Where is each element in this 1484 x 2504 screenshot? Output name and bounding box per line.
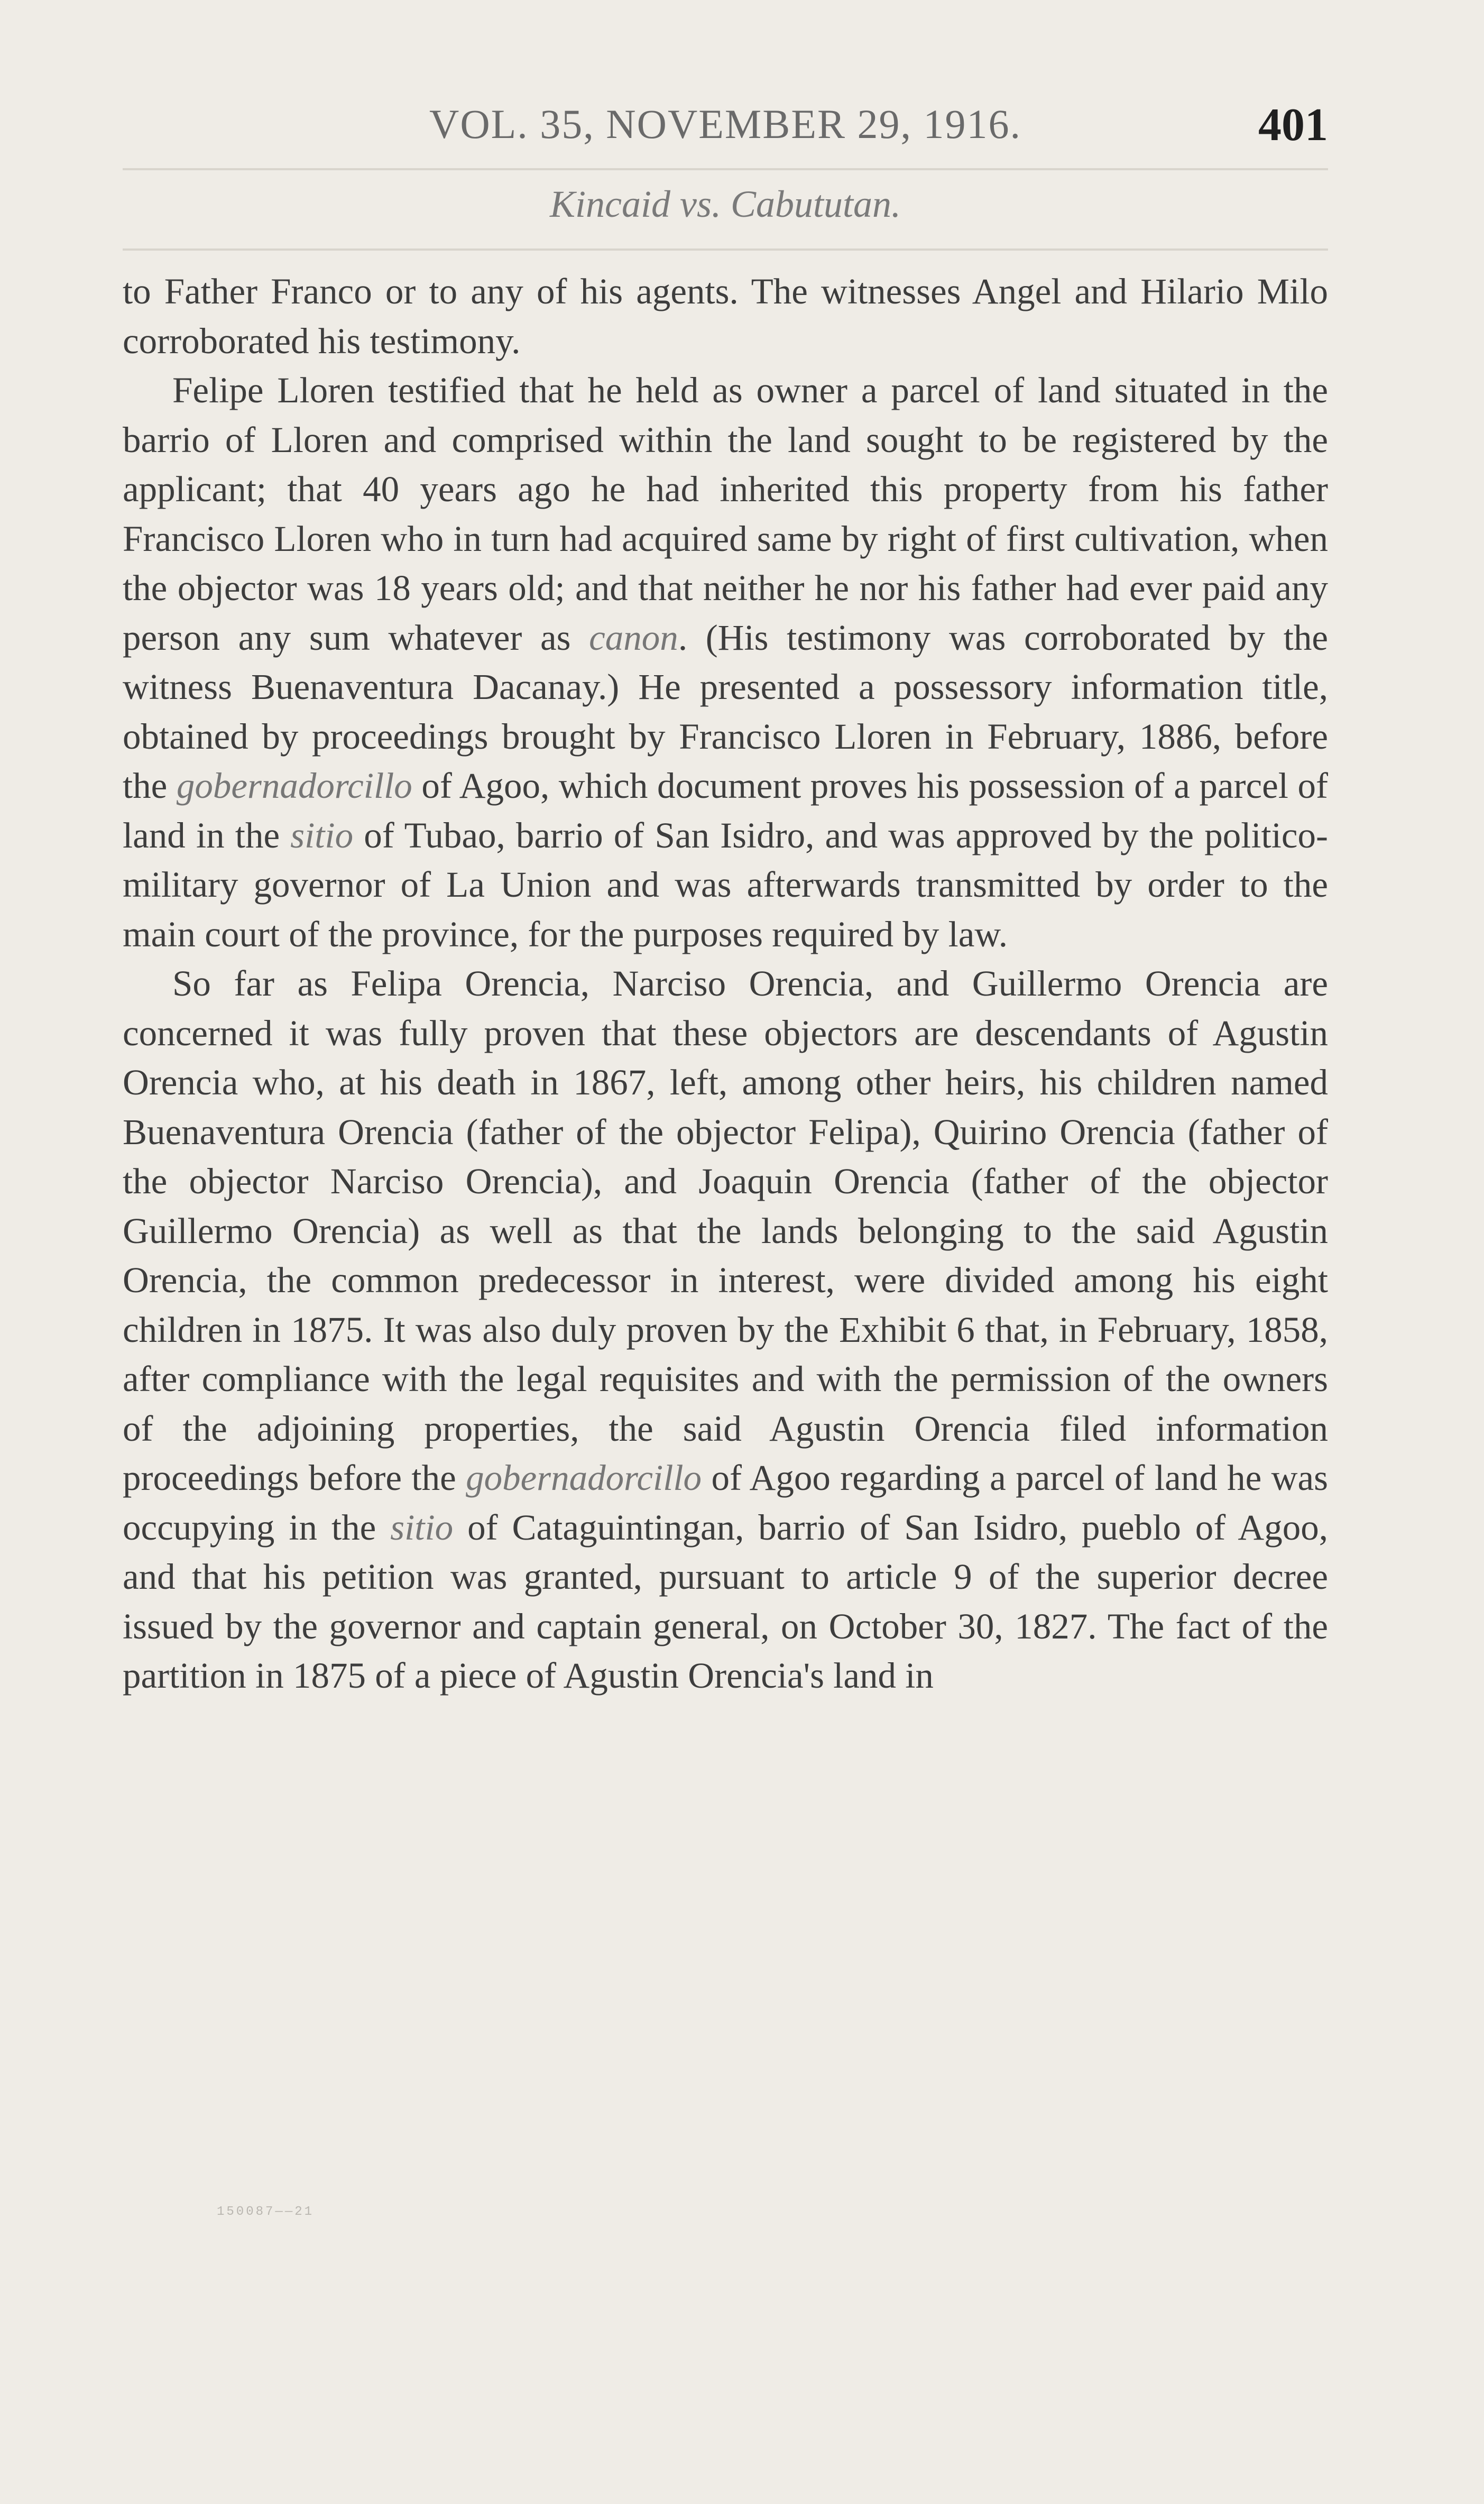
page-number: 401 <box>1258 99 1328 151</box>
italic-term: sitio <box>290 815 354 855</box>
paragraph-continued <box>123 267 1328 366</box>
text-span: . (His testimony was corroborated by the witness Buenaventura Dacanay.) He presented a possessory information title, obtained by proceedings brought by Francisco Lloren in February, 1886, before the <box>123 617 1329 806</box>
body-text <box>123 267 1328 1701</box>
text-span: of Tubao, barrio of San Isidro, and was approved by the politico-military governor of La Union and was afterwards transmitted by order to the main court of the province, for the purposes required by law. <box>123 815 1328 954</box>
page-header <box>123 100 1328 164</box>
text-span: Felipe Lloren testified that he held as owner a parcel of land situated in the barrio of Lloren and comprised within the land sought to be registered by the applicant; that 40 years ago he had inherited this property from his father Francisco Lloren who in turn had acquired same by right of first cultivation, when the objector was 18 years old; and that neither he nor his father had ever paid any person any sum whatever as <box>123 370 1328 658</box>
paragraph-lloren-testimony <box>123 366 1328 959</box>
italic-term: gobernadorcillo <box>176 766 412 806</box>
running-head: VOL. 35, NOVEMBER 29, 1916. <box>429 101 1021 147</box>
text-span: to Father Franco or to any of his agents. The witnesses Angel and Hilario Milo corroborated his testimony. <box>123 271 1328 361</box>
text-span: of Agoo regarding a parcel of land he was occupying in the <box>123 1458 1328 1548</box>
italic-term: sitio <box>390 1507 454 1548</box>
text-span: of Cataguintingan, barrio of San Isidro, pueblo of Agoo, and that his petition was granted, pursuant to article 9 of the superior decree issued by the governor and captain general, on October 30, 1827. The fact of the partition in 1875 of a piece of Agustin Orencia's land in <box>123 1507 1329 1696</box>
header-rule <box>123 168 1328 170</box>
case-title: Kincaid vs. Cabututan. <box>550 183 901 225</box>
printer-mark: 150087——21 <box>217 2205 315 2219</box>
subhead-rule <box>123 248 1328 251</box>
text-span: of Agoo, which document proves his possession of a parcel of land in the <box>123 766 1328 855</box>
italic-term: canon <box>589 617 678 658</box>
paragraph-orencia-objectors <box>123 959 1328 1701</box>
text-span: So far as Felipa Orencia, Narciso Orencia, and Guillermo Orencia are concerned it was fully proven that these objectors are descendants of Agustin Orencia who, at his death in 1867, left, among other heirs, his children named Buenaventura Orencia (father of the objector Felipa), Quirino Orencia (father of the objector Narciso Orencia), and Joaquin Orencia (father of the objector Guillermo Orencia) as well as that the lands belonging to the said Agustin Orencia, the common predecessor in interest, were divided among his eight children in 1875. It was also duly proven by the Exhibit 6 that, in February, 1858, after compliance with the legal requisites and with the permission of the owners of the adjoining properties, the said Agustin Orencia filed information proceedings before the <box>123 963 1328 1498</box>
italic-term: gobernadorcillo <box>466 1458 702 1498</box>
